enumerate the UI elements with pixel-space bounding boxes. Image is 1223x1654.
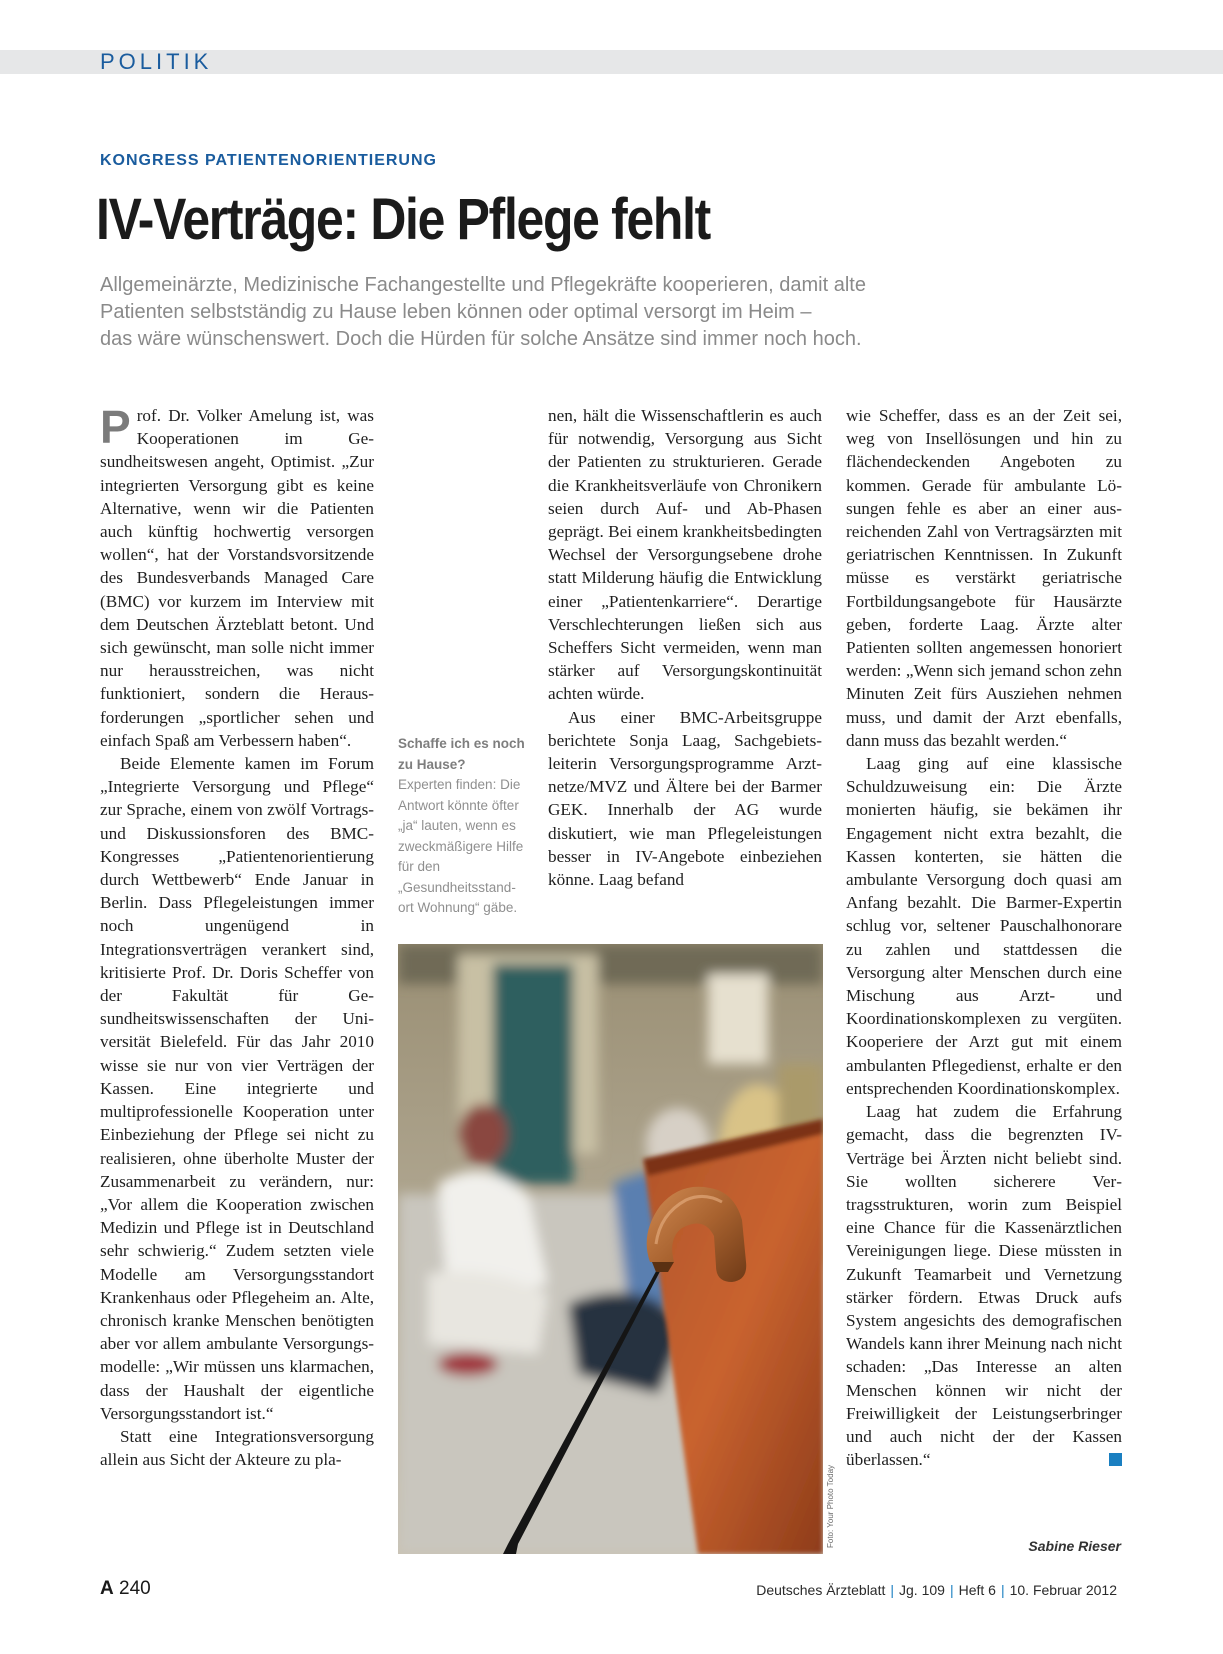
paragraph: Beide Elemente kamen im Forum „Integrierte Versorgung und Pflege“ zur Sprache, einem von zwölf Vortrags- und Diskussionsforen des BMC-Kongresses „Patientenorientierung durch Wettbewerb“ Ende Januar in Berlin. Dass Pflegeleistungen immer noch ungenügend in Integrationsverträgen verankert sind, kritisierte Prof. Dr. Doris Scheffer von der Fakultät für Gesundheitswissenschaften der Universität Bielefeld. Für das Jahr 2010 wisse sie nur von vier Verträgen der Kassen. Eine integrierte und multiprofessionelle Kooperation unter Einbeziehung der Pflege sei nicht zu realisieren, ohne überholte Muster der Zusammenarbeit zu verändern, nur: „Vor allem die Kooperation zwischen Medizin und Pflege ist in Deutschland sehr schwierig.“ Zudem setzten viele Modelle am Versorgungsstandort Krankenhaus oder Pflegeheim an. Alte, chronisch kranke Menschen benötigten aber vor allem ambulante Versorgungsmodelle: „Wir müssen uns klarmachen, dass der Haushalt der eigentliche Versorgungsstandort ist.“ [100, 754, 374, 1423]
lead-line: Patienten selbstständig zu Hause leben können oder optimal versorgt im Heim – [100, 301, 812, 323]
photo-illustration [398, 944, 823, 1554]
headline: IV-Verträge: Die Pflege fehlt [96, 187, 711, 252]
kicker: KONGRESS PATIENTENORIENTIERUNG [100, 152, 437, 169]
caption-text: Experten finden: Die Antwort könnte öfter „ja“ lauten, wenn es zweckmäßigere Hilfe für den „Gesundheitsstandort Wohnung“ gäbe. [398, 777, 524, 915]
author-byline: Sabine Rieser [1028, 1538, 1121, 1554]
photo-credit: Foto: Your Photo Today [826, 1464, 835, 1548]
paragraph: nen, hält die Wissenschaftlerin es auch für notwendig, Versorgung aus Sicht der Patienten zu strukturieren. Gerade die Krankheitsverläufe von Chronikern seien durch Auf- und Ab-Phasen geprägt. Bei einem krankheitsbedingten Wechsel der Versorgungsebene drohe statt Milderung häufig die Entwicklung einer „Patientenkarriere“. Derartige Verschlechterungen ließen sich aus Scheffers Sicht vermeiden, wenn man stärker auf Versorgungskontinuität achten würde. [548, 406, 822, 704]
issue: Heft 6 [958, 1582, 996, 1598]
section-label: POLITIK [100, 49, 213, 74]
lead-paragraph [100, 272, 1120, 353]
journal-name: Deutsches Ärzteblatt [756, 1582, 886, 1598]
paragraph: Laag hat zudem die Erfahrung gemacht, dass die begrenzten IV-Verträge bei Ärzten nicht beliebt sind. Sie wollten sicherere Vertragsstrukturen, worin zum Beispiel eine Chance für die Kassenärztlichen Vereinigungen liege. Diese müssten in Zukunft Teamarbeit und Vernetzung stärker fördern. Etwas Druck aufs System angesichts des demografischen Wandels kann ihrer Meinung nach nicht schaden: „Das Interesse an alten Menschen können wir nicht der Freiwilligkeit der Leistungserbringer und auch nicht der der Kassen überlassen.“ [846, 1102, 1122, 1470]
paragraph: wie Scheffer, dass es an der Zeit sei, weg von Insellösungen und hin zu flächendeckenden Angeboten zu kommen. Gerade für ambulante Lösungen fehle es aber an einer ausreichenden Zahl von Vertragsärzten mit geriatrischen Kenntnissen. In Zukunft müsse es verstärkt geriatrische Fortbildungsangebote für Hausärzte geben, forderte Laag. Ärzte alter Patienten sollten angemessen honoriert werden: „Wenn sich jemand schon zehn Minuten Zeit fürs Ausziehen nehmen muss, und damit der Arzt ebenfalls, dann muss das bezahlt werden.“ [846, 406, 1122, 750]
footer-journal-info: Deutsches Ärzteblatt | Jg. 109 | Heft 6 | 10. Februar 2012 [756, 1582, 1117, 1598]
dropcap: P [100, 401, 131, 453]
paragraph: Laag ging auf eine klassische Schuldzuweisung ein: Die Ärzte monierten häufig, sie bekämen ihr Engagement nicht extra bezahlt, die Kassen konterten, sie hätten die ambulante Versorgung doch quasi am Anfang bezahlt. Die Barmer-Expertin schlug vor, seltener Pauschalhonorare zu zahlen und stattdessen die Versorgung alter Menschen durch eine Mischung aus Arzt- und Koordinationskomplexen zu vergüten. Kooperiere der Arzt gut mit einem ambulanten Pflegedienst, erhalte er den entsprechenden Koordinationskomplex. [846, 754, 1122, 1098]
article-photo [398, 944, 823, 1554]
article-column-3 [846, 404, 1122, 1471]
issue-date: 10. Februar 2012 [1009, 1582, 1117, 1598]
paragraph: Prof. Dr. Volker Amelung ist, was Kooperationen im Gesundheitswesen angeht, Optimist. „Zur integrierten Versorgung gibt es keine Alternative, wenn wir die Patienten auch künftig hochwertig versorgen wollen“, hat der Vorstandsvorsitzende des Bundesverbands Managed Care (BMC) vor kurzem im Interview mit dem Deutschen Ärzteblatt betont. Und sich gewünscht, man solle nicht immer nur herausstreichen, was nicht funktioniert, sondern die Herausforderungen „sportlicher sehen und einfach Spaß am Verbessern haben“. [100, 401, 374, 750]
paragraph: Aus einer BMC-Arbeitsgruppe berichtete Sonja Laag, Sachgebietsleiterin Versorgungsprogramme Arztnetze/MVZ und Ältere bei der Barmer GEK. Innerhalb der AG wurde diskutiert, wie man Pflegeleistungen besser in IV-Angebote einbeziehen könne. Laag befand [548, 707, 822, 890]
end-mark-icon [1109, 1453, 1122, 1466]
volume: Jg. 109 [899, 1582, 945, 1598]
paragraph: Statt eine Integrationsversorgung allein aus Sicht der Akteure zu pla- [100, 1426, 374, 1470]
lead-line: das wäre wünschenswert. Doch die Hürden für solche Ansätze sind immer noch hoch. [100, 328, 862, 350]
article-column-1 [100, 401, 374, 1471]
article-column-2 [548, 404, 822, 891]
lead-line: Allgemeinärzte, Medizinische Fachangestellte und Pflegekräfte kooperieren, damit alte [100, 274, 866, 296]
page-number: A 240 [100, 1578, 151, 1599]
photo-caption [398, 734, 526, 919]
caption-title: Schaffe ich es noch zu Hause? [398, 736, 525, 772]
